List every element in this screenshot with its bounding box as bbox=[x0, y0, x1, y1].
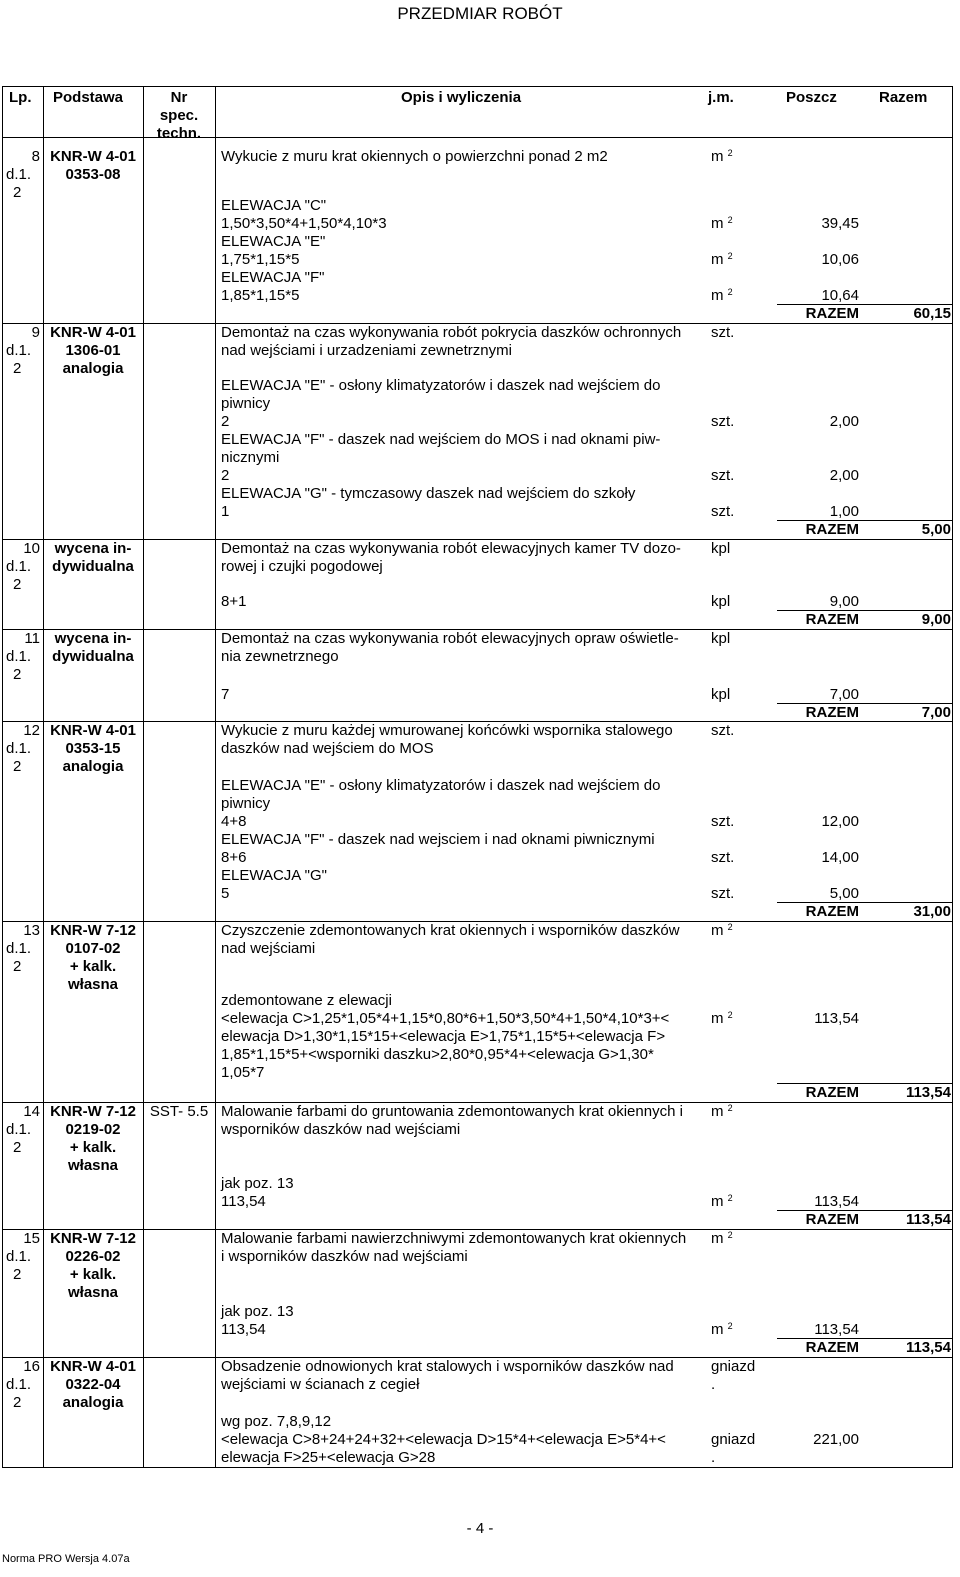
calc-line: ELEWACJA "F" - daszek nad wejściem do MOS i nad oknami piw- bbox=[221, 431, 661, 448]
calc-value: 221,00 bbox=[813, 1431, 859, 1448]
item-number-line: 8 bbox=[31, 148, 40, 165]
item-description bbox=[221, 1358, 711, 1394]
description-line: daszków nad wejściem do MOS bbox=[221, 740, 434, 757]
calc-unit-text: szt. bbox=[711, 813, 735, 830]
basis-line: KNR-W 4-01 bbox=[50, 1358, 136, 1375]
razem-value: 113,54 bbox=[905, 1211, 951, 1228]
basis-line: KNR-W 7-12 bbox=[50, 1103, 136, 1120]
calc-line: 7 bbox=[221, 686, 230, 703]
item-number-line: 2 bbox=[13, 576, 22, 593]
basis-code bbox=[43, 630, 143, 666]
basis-line: KNR-W 4-01 bbox=[50, 324, 136, 341]
item-number-line: 2 bbox=[13, 666, 22, 683]
calc-line: 2 bbox=[221, 413, 230, 430]
calc-line: ELEWACJA "F" bbox=[221, 269, 325, 286]
basis-line: KNR-W 7-12 bbox=[50, 922, 136, 939]
basis-code bbox=[43, 1358, 143, 1412]
basis-line: 0322-04 bbox=[65, 1376, 121, 1393]
calc-unit-text: szt. bbox=[711, 467, 735, 484]
item-unit bbox=[711, 630, 777, 648]
calc-value: 113,54 bbox=[814, 1321, 859, 1338]
calc-value: 9,00 bbox=[829, 593, 859, 610]
item-number-line: 14 bbox=[23, 1103, 40, 1120]
item-description bbox=[221, 630, 711, 666]
calc-value: 2,00 bbox=[829, 413, 859, 430]
calc-line: ELEWACJA "G" bbox=[221, 867, 327, 884]
item-unit bbox=[711, 1103, 777, 1121]
basis-line: analogia bbox=[62, 360, 124, 377]
basis-line: wycena in- bbox=[54, 540, 132, 557]
header-lp: Lp. bbox=[9, 89, 32, 106]
item-description bbox=[221, 722, 711, 758]
basis-line: dywidualna bbox=[52, 648, 134, 665]
header-opis: Opis i wyliczenia bbox=[401, 89, 522, 106]
superscript: 2 bbox=[727, 215, 733, 225]
calc-value: 7,00 bbox=[829, 686, 859, 703]
description-line: Obsadzenie odnowionych krat stalowych i wsporników daszków nad bbox=[221, 1358, 674, 1375]
item-description bbox=[221, 540, 711, 576]
basis-code bbox=[43, 1103, 143, 1175]
calc-value: 2,00 bbox=[829, 467, 859, 484]
razem-label: RAZEM bbox=[805, 1211, 859, 1228]
basis-line: KNR-W 7-12 bbox=[50, 1230, 136, 1247]
calc-value: 12,00 bbox=[821, 813, 859, 830]
calc-unit bbox=[711, 413, 777, 431]
calc-line: jak poz. 13 bbox=[221, 1175, 294, 1192]
basis-code bbox=[43, 540, 143, 576]
razem-label: RAZEM bbox=[805, 521, 859, 538]
item-number-line: 2 bbox=[13, 1266, 22, 1283]
calc-line: <elewacja C>8+24+24+32+<elewacja D>15*4+<elewacja E>5*4+< bbox=[221, 1431, 666, 1448]
calc-line: 1,50*3,50*4+1,50*4,10*3 bbox=[221, 215, 387, 232]
basis-code bbox=[43, 148, 143, 184]
col-divider bbox=[143, 87, 144, 1467]
calc-line: ELEWACJA "E" bbox=[221, 233, 326, 250]
item-number bbox=[3, 922, 43, 976]
calc-line: 113,54 bbox=[221, 1321, 266, 1338]
superscript: 2 bbox=[727, 922, 733, 932]
item-description bbox=[221, 148, 711, 166]
item-number bbox=[3, 722, 43, 776]
basis-line: własna bbox=[67, 1157, 119, 1174]
calc-unit bbox=[711, 1321, 777, 1339]
basis-line: wycena in- bbox=[54, 630, 132, 647]
razem-value: 113,54 bbox=[905, 1084, 951, 1101]
basis-line: własna bbox=[67, 1284, 119, 1301]
item-number-line: 2 bbox=[13, 958, 22, 975]
basis-line: 0219-02 bbox=[65, 1121, 121, 1138]
unit-text: kpl bbox=[711, 630, 731, 647]
superscript: 2 bbox=[727, 1230, 733, 1240]
basis-line: KNR-W 4-01 bbox=[50, 722, 136, 739]
item-unit bbox=[711, 922, 777, 940]
header-razem: Razem bbox=[879, 89, 928, 106]
razem-value: 31,00 bbox=[913, 903, 951, 920]
header-nr: Nr spec. techn. bbox=[156, 89, 202, 142]
calc-unit bbox=[711, 215, 777, 233]
calc-line: ELEWACJA "C" bbox=[221, 197, 327, 214]
superscript: 2 bbox=[727, 1321, 733, 1331]
calc-line: piwnicy bbox=[221, 395, 271, 412]
item-number-line: d.1. bbox=[6, 558, 32, 575]
calc-line: 4+8 bbox=[221, 813, 247, 830]
item-number bbox=[3, 324, 43, 378]
calc-line: 1,85*1,15*5+<wsporniki daszku>2,80*0,95*4+<elewacja G>1,30* bbox=[221, 1046, 654, 1063]
unit-text: szt. bbox=[711, 722, 735, 739]
item-number-line: 2 bbox=[13, 758, 22, 775]
header-poszcz: Poszcz bbox=[786, 89, 837, 106]
calc-line: 8+1 bbox=[221, 593, 247, 610]
description-line: Demontaż na czas wykonywania robót pokrycia daszków ochronnych bbox=[221, 324, 682, 341]
basis-code bbox=[43, 922, 143, 994]
page-number: - 4 - bbox=[466, 1520, 494, 1537]
calc-line: ELEWACJA "E" - osłony klimatyzatorów i daszek nad wejściem do bbox=[221, 777, 661, 794]
calc-unit bbox=[711, 503, 777, 521]
calc-unit-text: szt. bbox=[711, 885, 735, 902]
item-number-line: 2 bbox=[13, 360, 22, 377]
basis-line: 0353-08 bbox=[65, 166, 121, 183]
calc-line: ELEWACJA "E" - osłony klimatyzatorów i daszek nad wejściem do bbox=[221, 377, 661, 394]
item-number-line: 10 bbox=[23, 540, 40, 557]
calc-value: 113,54 bbox=[814, 1193, 859, 1210]
superscript: 2 bbox=[727, 1193, 733, 1203]
razem-value: 5,00 bbox=[921, 521, 951, 538]
item-number bbox=[3, 1103, 43, 1157]
item-number-line: 2 bbox=[13, 184, 22, 201]
basis-line: + kalk. bbox=[69, 958, 117, 975]
calc-line: elewacja D>1,30*1,15*15+<elewacja E>1,75*1,15*5+<elewacja F> bbox=[221, 1028, 666, 1045]
razem-value: 7,00 bbox=[921, 704, 951, 721]
unit-text: gniazd bbox=[711, 1358, 756, 1375]
basis-line: + kalk. bbox=[69, 1139, 117, 1156]
page-title: PRZEDMIAR ROBÓT bbox=[397, 4, 563, 23]
unit-text: m bbox=[711, 148, 724, 165]
calc-value: 39,45 bbox=[821, 215, 859, 232]
calc-unit bbox=[711, 849, 777, 867]
calc-unit-text: m bbox=[711, 1321, 724, 1338]
item-number-line: 12 bbox=[23, 722, 40, 739]
razem-value: 60,15 bbox=[913, 305, 951, 322]
item-number bbox=[3, 630, 43, 684]
calc-line: elewacja F>25+<elewacja G>28 bbox=[221, 1449, 436, 1466]
unit-text: szt. bbox=[711, 324, 735, 341]
unit-text: kpl bbox=[711, 540, 731, 557]
spec-number: SST- 5.5 bbox=[149, 1103, 209, 1120]
item-number-line: 15 bbox=[23, 1230, 40, 1247]
footer-version: Norma PRO Wersja 4.07a bbox=[2, 1553, 130, 1565]
calc-unit-text: gniazd bbox=[711, 1431, 756, 1448]
calc-line: 1 bbox=[221, 503, 230, 520]
basis-line: dywidualna bbox=[52, 558, 134, 575]
unit-text: m bbox=[711, 1103, 724, 1120]
col-divider bbox=[215, 87, 216, 1467]
basis-line: 0353-15 bbox=[65, 740, 121, 757]
calc-line: <elewacja C>1,25*1,05*4+1,15*0,80*6+1,50*3,50*4+1,50*4,10*3+< bbox=[221, 1010, 670, 1027]
basis-code bbox=[43, 722, 143, 776]
calc-line: ELEWACJA "F" - daszek nad wejsciem i nad oknami piwnicznymi bbox=[221, 831, 655, 848]
calc-value: 1,00 bbox=[829, 503, 859, 520]
calc-unit bbox=[711, 885, 777, 903]
calc-unit bbox=[711, 1010, 777, 1028]
superscript: 2 bbox=[727, 287, 733, 297]
item-number-line: 11 bbox=[24, 630, 40, 647]
razem-label: RAZEM bbox=[805, 1084, 859, 1101]
calc-line: 113,54 bbox=[221, 1193, 266, 1210]
header-jm: j.m. bbox=[708, 89, 734, 106]
razem-value: 9,00 bbox=[921, 611, 951, 628]
calc-unit-text: m bbox=[711, 287, 724, 304]
item-unit bbox=[711, 148, 777, 166]
item-number-line: d.1. bbox=[6, 166, 32, 183]
calc-value: 10,06 bbox=[821, 251, 859, 268]
description-line: wsporników daszków nad wejściami bbox=[221, 1121, 461, 1138]
calc-unit-text: m bbox=[711, 215, 724, 232]
calc-unit bbox=[711, 1193, 777, 1211]
calc-line: ELEWACJA "G" - tymczasowy daszek nad wejściem do szkoły bbox=[221, 485, 636, 502]
calc-value: 113,54 bbox=[814, 1010, 859, 1027]
razem-label: RAZEM bbox=[805, 704, 859, 721]
razem-label: RAZEM bbox=[805, 903, 859, 920]
unit-text: m bbox=[711, 1230, 724, 1247]
estimate-table bbox=[2, 86, 953, 1468]
basis-line: + kalk. bbox=[69, 1266, 117, 1283]
item-number-line: d.1. bbox=[6, 740, 32, 757]
calc-unit bbox=[711, 593, 777, 611]
description-line: Malowanie farbami nawierzchniwymi zdemontowanych krat okiennych bbox=[221, 1230, 687, 1247]
calc-unit-text: kpl bbox=[711, 686, 731, 703]
item-number bbox=[3, 1230, 43, 1284]
calc-unit bbox=[711, 467, 777, 485]
calc-line: 1,85*1,15*5 bbox=[221, 287, 300, 304]
basis-line: własna bbox=[67, 976, 119, 993]
calc-line: 8+6 bbox=[221, 849, 247, 866]
superscript: 2 bbox=[727, 148, 733, 158]
description-line: Wykucie z muru krat okiennych o powierzchni ponad 2 m2 bbox=[221, 148, 608, 165]
calc-unit-text: m bbox=[711, 1193, 724, 1210]
calc-line: 2 bbox=[221, 467, 230, 484]
item-number bbox=[3, 1358, 43, 1412]
description-line: nad wejściami i urzadzeniami zewnetrznymi bbox=[221, 342, 512, 359]
item-unit bbox=[711, 540, 777, 558]
description-line: nia zewnetrznego bbox=[221, 648, 339, 665]
calc-line: 1,05*7 bbox=[221, 1064, 265, 1081]
calc-unit bbox=[711, 686, 777, 704]
razem-label: RAZEM bbox=[805, 1339, 859, 1356]
calc-unit bbox=[711, 251, 777, 269]
description-line: nad wejściami bbox=[221, 940, 316, 957]
description-line: Demontaż na czas wykonywania robót elewacyjnych opraw oświetle- bbox=[221, 630, 679, 647]
basis-line: 0107-02 bbox=[65, 940, 121, 957]
item-number-line: 13 bbox=[23, 922, 40, 939]
item-unit bbox=[711, 324, 777, 342]
item-number bbox=[3, 540, 43, 594]
item-number-line: d.1. bbox=[6, 1376, 32, 1393]
description-line: rowej i czujki pogodowej bbox=[221, 558, 383, 575]
calc-line: jak poz. 13 bbox=[221, 1303, 294, 1320]
calc-line: nicznymi bbox=[221, 449, 280, 466]
description-line: Wykucie z muru każdej wmurowanej końcówki wspornika stalowego bbox=[221, 722, 673, 739]
item-description bbox=[221, 1103, 711, 1139]
item-description bbox=[221, 922, 711, 958]
basis-code bbox=[43, 1230, 143, 1302]
item-unit bbox=[711, 722, 777, 740]
calc-unit: gniazd . bbox=[711, 1431, 756, 1466]
basis-line: analogia bbox=[62, 758, 124, 775]
superscript: 2 bbox=[727, 1103, 733, 1113]
razem-value: 113,54 bbox=[905, 1339, 951, 1356]
calc-value: 10,64 bbox=[821, 287, 859, 304]
calc-value: 5,00 bbox=[829, 885, 859, 902]
item-number-line: 16 bbox=[23, 1358, 40, 1375]
calc-unit-text: szt. bbox=[711, 849, 735, 866]
description-line: i wsporników daszków nad wejściami bbox=[221, 1248, 468, 1265]
description-line: Czyszczenie zdemontowanych krat okiennych i wsporników daszków bbox=[221, 922, 680, 939]
description-line: Demontaż na czas wykonywania robót elewacyjnych kamer TV dozo- bbox=[221, 540, 681, 557]
item-number-line: d.1. bbox=[6, 648, 32, 665]
item-number-line: 2 bbox=[13, 1139, 22, 1156]
calc-line: 1,75*1,15*5 bbox=[221, 251, 300, 268]
razem-label: RAZEM bbox=[805, 611, 859, 628]
item-number-line: d.1. bbox=[6, 940, 32, 957]
superscript: 2 bbox=[727, 251, 733, 261]
calc-line: wg poz. 7,8,9,12 bbox=[221, 1413, 332, 1430]
basis-line: analogia bbox=[62, 1394, 124, 1411]
item-number-line: 2 bbox=[13, 1394, 22, 1411]
item-unit bbox=[711, 1230, 777, 1248]
item-unit: gniazd . bbox=[711, 1358, 756, 1393]
calc-value: 14,00 bbox=[821, 849, 859, 866]
calc-unit-text: m bbox=[711, 1010, 724, 1027]
calc-unit bbox=[711, 813, 777, 831]
unit-text: m bbox=[711, 922, 724, 939]
calc-unit-text: m bbox=[711, 251, 724, 268]
calc-line: piwnicy bbox=[221, 795, 271, 812]
superscript: 2 bbox=[727, 1010, 733, 1020]
calc-unit-text: kpl bbox=[711, 593, 731, 610]
calc-line: 5 bbox=[221, 885, 230, 902]
item-number-line: 9 bbox=[31, 324, 40, 341]
calc-unit-text: szt. bbox=[711, 503, 735, 520]
basis-line: KNR-W 4-01 bbox=[50, 148, 136, 165]
description-line: Malowanie farbami do gruntowania zdemontowanych krat okiennych i bbox=[221, 1103, 683, 1120]
basis-code bbox=[43, 324, 143, 378]
header-podstawa: Podstawa bbox=[53, 89, 124, 106]
razem-label: RAZEM bbox=[805, 305, 859, 322]
calc-unit bbox=[711, 287, 777, 305]
item-description bbox=[221, 324, 711, 360]
basis-line: 1306-01 bbox=[65, 342, 121, 359]
description-line: wejściami w ścianach z cegieł bbox=[221, 1376, 420, 1393]
item-number-line: d.1. bbox=[6, 1248, 32, 1265]
item-number bbox=[3, 148, 43, 202]
calc-line: zdemontowane z elewacji bbox=[221, 992, 392, 1009]
item-number-line: d.1. bbox=[6, 342, 32, 359]
basis-line: 0226-02 bbox=[65, 1248, 121, 1265]
item-number-line: d.1. bbox=[6, 1121, 32, 1138]
calc-unit-text: szt. bbox=[711, 413, 735, 430]
item-description bbox=[221, 1230, 711, 1266]
